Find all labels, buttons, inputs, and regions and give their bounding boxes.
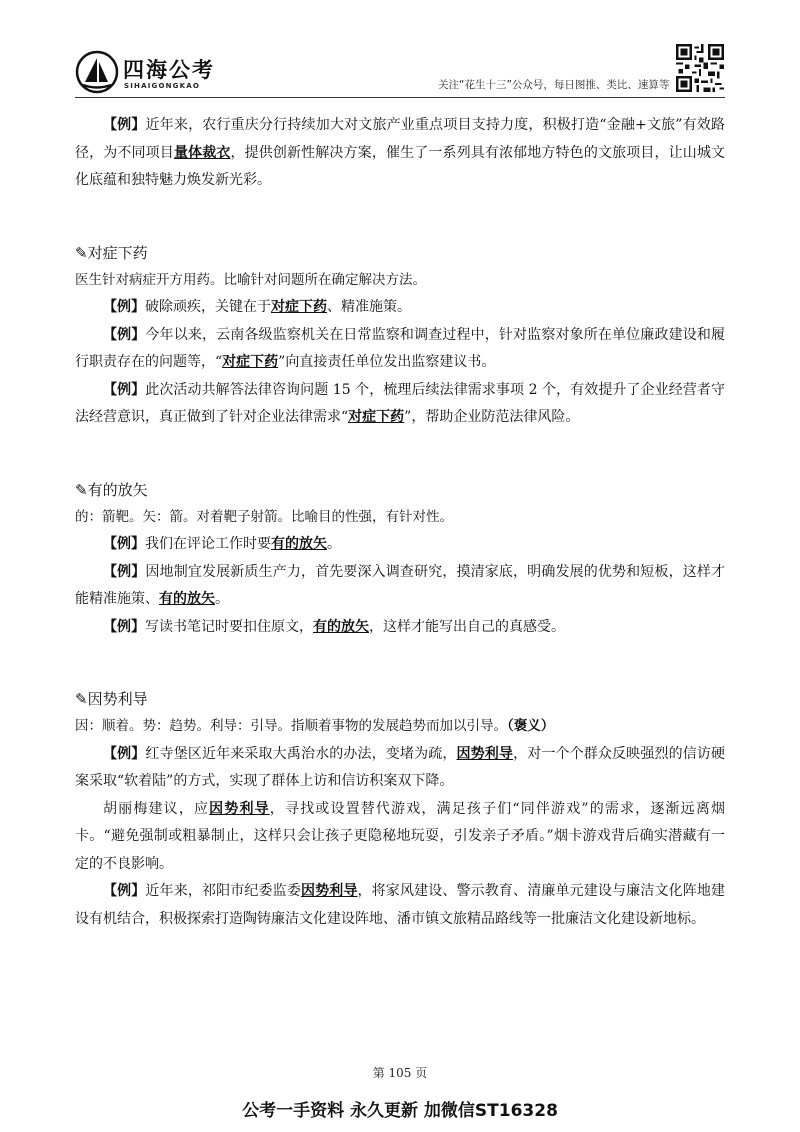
footer-banner: 公考一手资料 永久更新 加微信ST16328 [242, 1101, 558, 1121]
bold-label: 【例】 [103, 117, 146, 133]
text-run: ”，帮助企业防范法律风险。 [404, 409, 580, 425]
text-run: 。 [327, 536, 341, 552]
text-run: 近年来，农行重庆分行持续加大对文旅产业重点项目支持力度，积极打造“金融+文旅”有效路径，为不同项目 [75, 117, 726, 161]
text-run: 红寺堡区近年来采取大禹治水的办法，变堵为疏， [145, 745, 457, 762]
logo-subtitle: SIHAIGONGKAO [124, 82, 201, 90]
example-paragraph [75, 741, 725, 796]
text-run: ，寻找或设置替代游戏，满足孩子们“同伴游戏”的需求，逐渐远离烟卡。“避免强制或粗暴制止，这样只会让孩子更隐秘地玩耍，引发亲子矛盾。”烟卡游戏背后确实潜藏有一定的不良影响。 [75, 800, 725, 872]
text-run: ，对一个个群众反映强烈的信访硬案采取“软着陆”的方式，实现了群体上访和信访积案双下降。 [75, 745, 726, 789]
bold-label: 【例】 [103, 618, 145, 635]
bold-label: 【例】 [103, 381, 146, 398]
text-run: 写读书笔记时要扣住原文， [145, 618, 313, 635]
logo-text: 四海公考 [123, 58, 215, 82]
idiom-definition: 的：箭靶。矢：箭。对着靶子射箭。比喻目的性强，有针对性。 [75, 508, 453, 525]
page-number: 第 105 页 [372, 1066, 428, 1080]
text-run: ，提供创新性解决方案，催生了一系列具有浓郁地方特色的文旅项目，让山城文化底蕴和独特魅力焕发新光彩。 [75, 144, 726, 188]
text-run: 破除顽疾，关键在于 [145, 299, 271, 315]
page-header [0, 0, 800, 110]
text-run: 近年来，祁阳市纪委监委 [145, 883, 301, 899]
idiom-title: ✎有的放矢 [75, 480, 148, 499]
idiom-highlight: 对症下药 [271, 299, 327, 315]
bold-label: 【例】 [103, 883, 146, 899]
example-paragraph [75, 112, 725, 195]
text-run: 、精准施策。 [327, 299, 411, 315]
text-run: 因：顺着。势：趋势。利导：引导。指顺着事物的发展趋势而加以引导。 [75, 718, 507, 734]
section-gap [75, 432, 725, 476]
idiom-definition: 医生针对病症开方用药。比喻针对问题所在确定解决方法。 [75, 271, 426, 288]
text-run: 我们在评论工作时要 [145, 536, 271, 552]
idiom-highlight: 有的放矢 [313, 618, 369, 635]
idiom-highlight: 对症下药 [348, 409, 405, 425]
bold-label: 【例】 [103, 536, 145, 552]
text-run: 今年以来，云南各级监察机关在日常监察和调查过程中，针对监察对象所在单位廉政建设和履行职责存在的问题等，“ [75, 326, 726, 370]
idiom-title: ✎对症下药 [75, 243, 148, 262]
text-run: 。 [215, 591, 229, 607]
idiom-highlight: 因势利导 [209, 800, 270, 817]
text-run: 此次活动共解答法律咨询问题 15 个，梳理后续法律需求事项 2 个，有效提升了企业经营者守法经营意识，真正做到了针对企业法律需求“ [75, 381, 726, 425]
text-run: 胡丽梅建议，应 [103, 800, 210, 817]
idiom-highlight: 对症下药 [222, 354, 279, 370]
example-paragraph [75, 559, 725, 614]
idiom-highlight: 因势利导 [300, 883, 358, 899]
example-paragraph [75, 878, 725, 933]
idiom-highlight: 因势利导 [456, 745, 514, 762]
idiom-definition [75, 713, 725, 741]
idiom-highlight: 有的放矢 [159, 591, 215, 607]
idiom-title: ✎因势利导 [75, 690, 148, 708]
header-divider [75, 97, 725, 98]
section-gap [75, 641, 725, 685]
example-paragraph [75, 294, 725, 322]
idiom-highlight: 有的放矢 [271, 536, 327, 552]
idiom-highlight: 量体裁衣 [173, 144, 231, 161]
example-paragraph [75, 377, 725, 432]
bold-label: （褒义） [507, 718, 555, 734]
example-paragraph [75, 614, 725, 642]
logo [75, 50, 275, 100]
document-body [75, 112, 725, 933]
text-run: ”向直接责任单位发出监察建议书。 [278, 354, 496, 370]
header-note: 关注“花生十三”公众号，每日图推、类比、速算等 [438, 79, 670, 91]
example-paragraph [75, 322, 725, 377]
example-paragraph [75, 531, 725, 559]
bold-label: 【例】 [103, 563, 146, 580]
section-gap [75, 195, 725, 239]
text-run: ，将家风建设、警示教育、清廉单元建设与廉洁文化阵地建设有机结合，积极探索打造陶铸廉洁文化建设阵地、潘市镇文旅精品路线等一批廉洁文化建设新地标。 [75, 883, 726, 927]
text-run: ，这样才能写出自己的真感受。 [369, 618, 565, 635]
example-paragraph [75, 796, 725, 879]
text-run: 因地制宜发展新质生产力，首先要深入调查研究，摸清家底，明确发展的优势和短板，这样才能精准施策、 [75, 563, 726, 607]
bold-label: 【例】 [103, 745, 146, 762]
bold-label: 【例】 [103, 326, 146, 343]
qr-code-icon [676, 44, 724, 92]
bold-label: 【例】 [103, 299, 145, 315]
sailboat-logo-icon [75, 50, 119, 94]
